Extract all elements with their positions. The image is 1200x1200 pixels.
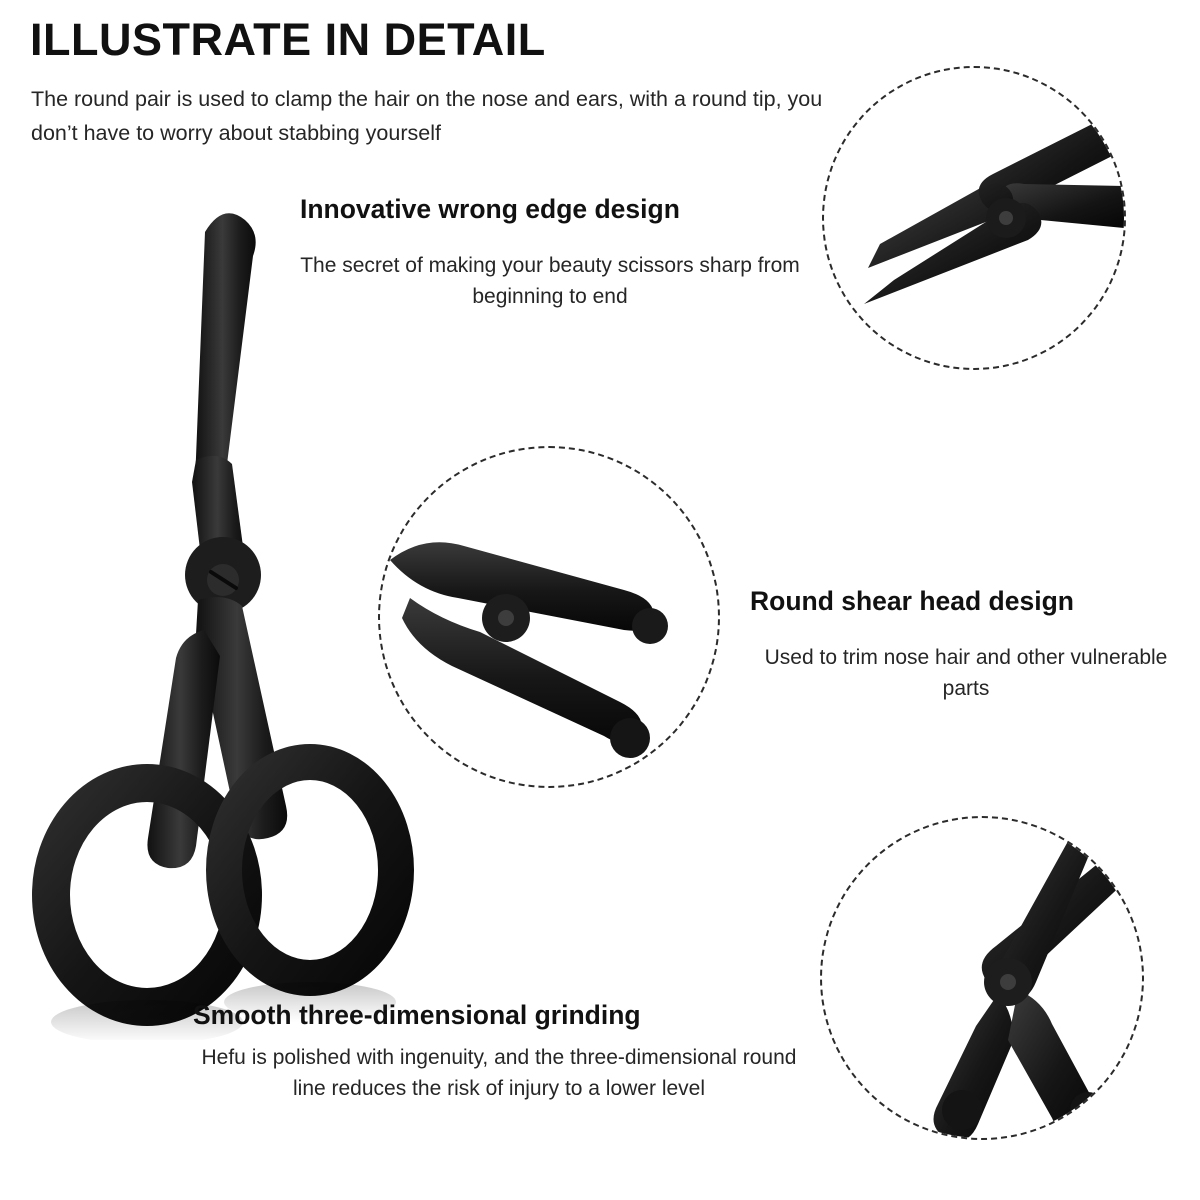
feature-body-round-shear-head-design: Used to trim nose hair and other vulnerable parts: [764, 646, 1168, 700]
scissors-grinding-closeup-circle: [820, 816, 1144, 1140]
page-subtitle: The round pair is used to clamp the hair on the nose and ears, with a round tip, you don’t have to worry about stabbing yourself: [31, 87, 823, 145]
feature-body-innovative-wrong-edge-design: The secret of making your beauty scissors sharp from beginning to end: [300, 254, 800, 308]
feature-heading-innovative-wrong-edge-design: Innovative wrong edge design: [300, 194, 680, 224]
feature-body-smooth-three-dimensional-grinding: Hefu is polished with ingenuity, and the three-dimensional round line reduces the risk of injury to a lower level: [201, 1046, 797, 1100]
feature-heading-smooth-three-dimensional-grinding: Smooth three-dimensional grinding: [193, 1000, 641, 1030]
scissors-blade-closeup-circle: [822, 66, 1126, 370]
page-title: ILLUSTRATE IN DETAIL: [30, 14, 546, 65]
feature-heading-round-shear-head-design: Round shear head design: [750, 586, 1074, 616]
scissors-round-head-closeup-circle: [378, 446, 720, 788]
